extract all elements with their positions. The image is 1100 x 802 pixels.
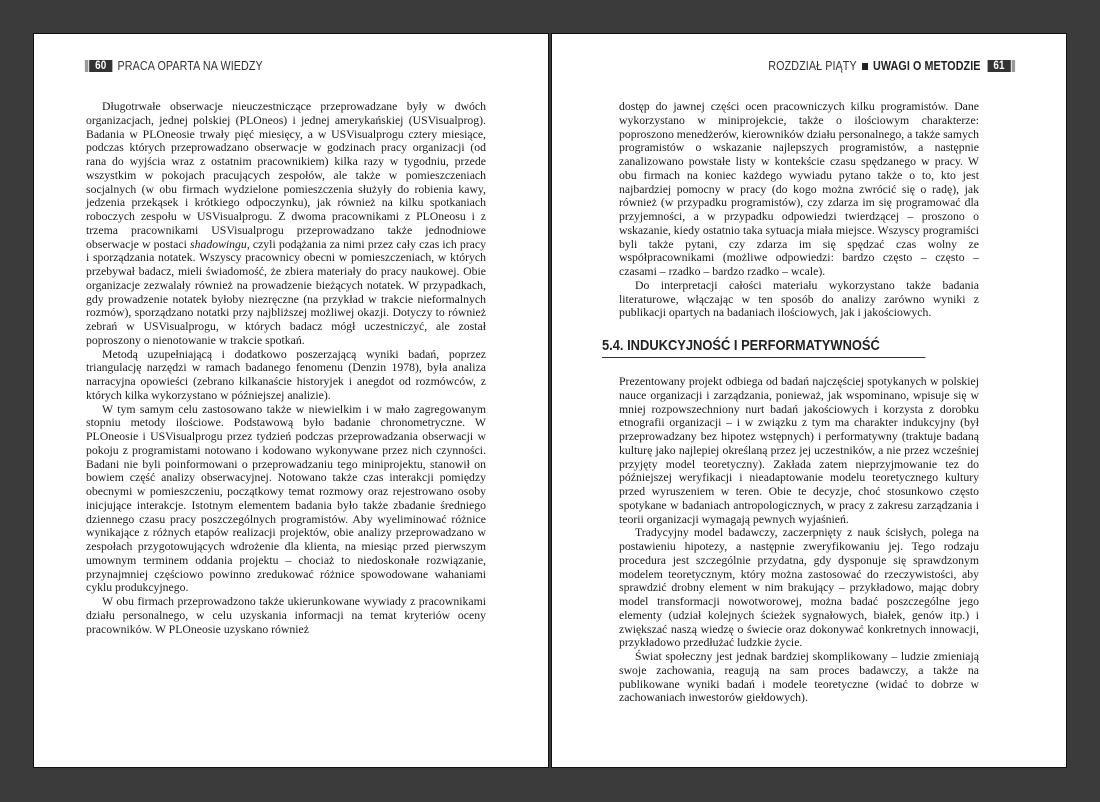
separator-square-icon (862, 63, 868, 70)
right-running-head-chapter: ROZDZIAŁ PIĄTY (768, 59, 857, 73)
left-page-number: 60 (89, 60, 112, 72)
paragraph: Metodą uzupełniającą i dodatkowo poszerzającą wyniki badań, poprzez triangulację narzędzi w ramach badanego fenomenu (Denzin 1978), była analiza narracyjna opowieści (zebrano kilkanaście historyjek i anegdot od rozmówców, z których kilka wykorzystano w późniejszej analizie). (86, 347, 486, 402)
paragraph: dostęp do jawnej części ocen pracowniczych kilku programistów. Dane wykorzystano w miniprojekcie, także o ilościowym charakterze: poproszono menedżerów, kierowników działu personalnego, a także samych programistów o wskazanie najlepszych programistów, a następnie zanalizowano powstałe listy w kontekście czasu spędzanego w pracy. W obu firmach na koniec każdego wywiadu pytano także o to, kto jest najbardziej pomocny w pracy (do kogo można zwrócić się o radę), jak również (w przypadku programistów), czy zdarza im się programować dla przyjemności, a w przypadku odpowiedzi twierdzącej – proszono o wskazanie, kiedy ostatnio taka sytuacja miała miejsce. Wszyscy programiści byli także pytani, czy zdarza im się spędzać czas wolny ze współpracownikami (możliwe odpowiedzi: bardzo często – często – czasami – rzadko – bardzo rzadko – wcale). (619, 100, 979, 278)
page-number-bar (85, 60, 88, 72)
right-running-head-title: UWAGI O METODZIE (873, 59, 981, 73)
paragraph: Świat społeczny jest jednak bardziej skomplikowany – ludzie zmieniają swoje zachowania, reagują na sam proces badawczy, a także na publikowane wyniki badań i modele teoretyczne (widać to dobrze w zachowaniach inwestorów giełdowych). (619, 650, 979, 705)
paragraph: W obu firmach przeprowadzono także ukierunkowane wywiady z pracownikami działu personalnego, w celu uzyskania informacji na temat kryteriów oceny pracowników. W PLOneosie uzyskano również (86, 595, 486, 636)
right-running-head (768, 58, 1016, 74)
italic-term: shadowingu (190, 237, 247, 251)
right-section-text (619, 375, 979, 705)
paragraph: Do interpretacji całości materiału wykorzystano także badania literaturowe, włączając w ten sposób do analizy zarówno wyniki z publikacji opartych na badaniach ilościowych, jak i jakościowych. (619, 278, 979, 320)
right-page-number: 61 (988, 60, 1011, 72)
right-page (551, 33, 1067, 768)
paragraph: W tym samym celu zastosowano także w niewielkim i w mało zagregowanym stopniu metody ilościowe. Podstawową było badanie chronometryczne. W PLOneosie i USVisualprogu przez tydzień podczas przeprowadzania obserwacji w pokoju z programistami notowano i kodowano wykonywane przez nich czynności. Badani nie byli poinformowani o przeprowadzaniu tego miniprojektu, stanowił on bowiem część analizy obserwacyjnej. Notowano także czas interakcji pomiędzy obecnymi w pomieszczeniu, początkowy temat rozmowy oraz rejestrowano osoby inicjujące interakcje. Istotnym elementem badania było także zbadanie średniego dziennego czasu pracy poszczególnych programistów. Aby wyeliminować różnice wynikające z różnych etapów realizacji projektów, obie analizy przeprowadzano w zespołach przygotowujących wdrożenie dla klienta, na miesiąc przed pierwszym umownym terminem oddania projektu – chociaż to niedoskonałe rozwiązanie, przynajmniej częściowo powinno zredukować różnice spowodowane wahaniami cyklu produkcyjnego. (86, 402, 486, 595)
section-heading: 5.4. INDUKCYJNOŚĆ I PERFORMATYWNOŚĆ (602, 337, 925, 358)
right-continued-text (619, 100, 979, 320)
paragraph: Tradycyjny model badawczy, zaczerpnięty z nauk ścisłych, polega na postawieniu hipotezy, a następnie zweryfikowaniu jej. Tego rodzaju procedura jest szczególnie przydatna, gdy dysponuje się sprawdzonym modelem teoretycznym, który można zastosować do rzeczywistości, aby sprawdzić drobny element w nim brakujący – przykładowo, mając dobry model transformacji nowotworowej, można badać poszczególne jego elementy (udział kolejnych ścieżek sygnałowych, białek, genów itp.) i zwiększać naszą wiedzę o świecie oraz dokonywać konkretnych innowacji, przykładowo przedłużać ludzkie życie. (619, 526, 979, 650)
left-body-text (86, 100, 486, 636)
page-number-bar (1012, 60, 1015, 72)
left-page (33, 33, 549, 768)
paragraph: Długotrwałe obserwacje nieuczestniczące przeprowadzane były w dwóch organizacjach, jednej polskiej (PLOneos) i jednej amerykańskiej (USVisualprog). Badania w PLOneosie trwały pięć miesięcy, a w USVisualprogu cztery miesiące, podczas których przeprowadzano obserwacje w godzinach pracy organizacji (od rana do wyjścia wraz z ostatnim pracownikiem) kilka razy w tygodniu, przede wszystkim w pokojach pracujących zespołów, ale także w pomieszczeniach socjalnych (w obu firmach wydzielone pomieszczenia służyły do robienia kawy, jedzenia przekąsek i krótkiego odpoczynku), jak również na kilku spotkaniach roboczych zespołu w USVisualprogu. Z dwoma pracownikami z PLOneosu i z trzema pracownikami USVisualprogu przeprowadzano także jednodniowe obserwacje w postaci shadowingu, czyli podążania za nimi przez cały czas ich pracy i sporządzania notatek. Wszyscy pracownicy obecni w pomieszczeniach, w których przebywał badacz, mieli świadomość, że zbiera materiały do pracy naukowej. Obie organizacje zezwalały również na prowadzenie bieżących notatek. W przypadkach, gdy prowadzenie notatek byłoby niezręczne (na przykład w trakcie nieformalnych rozmów), sporządzano notatki przy najbliższej możliwej okazji. Dotyczy to również zebrań w USVisualprogu, w których badacz mógł uczestniczyć, ale został poproszony o nienotowanie w trakcie spotkań. (86, 100, 486, 347)
left-running-head (84, 58, 263, 74)
paragraph: Prezentowany projekt odbiega od badań najczęściej spotykanych w polskiej nauce organizacji i zarządzania, ponieważ, jak wspominano, wpisuje się w mniej rozpowszechniony nurt badań jakościowych i korzysta z dorobku etnografii organizacji – i w związku z tym ma charakter indukcyjny (był przeprowadzany bez hipotez wstępnych) i performatywny (traktuje badaną kulturę jako najlepiej określaną przez jej uczestników, a nie przez wcześniej przyjęty model teoretyczny). Zakłada zatem nieprzyjmowanie tez do późniejszej weryfikacji i nieadaptowanie modelu teoretycznego kultury przed wyruszeniem w teren. Obie te decyzje, choć stosunkowo często spotykane w badaniach antropologicznych, w pracy z zakresu zarządzania i teorii organizacji wymagają pewnych wyjaśnień. (619, 375, 979, 526)
left-running-head-title: PRACA OPARTA NA WIEDZY (117, 59, 263, 73)
